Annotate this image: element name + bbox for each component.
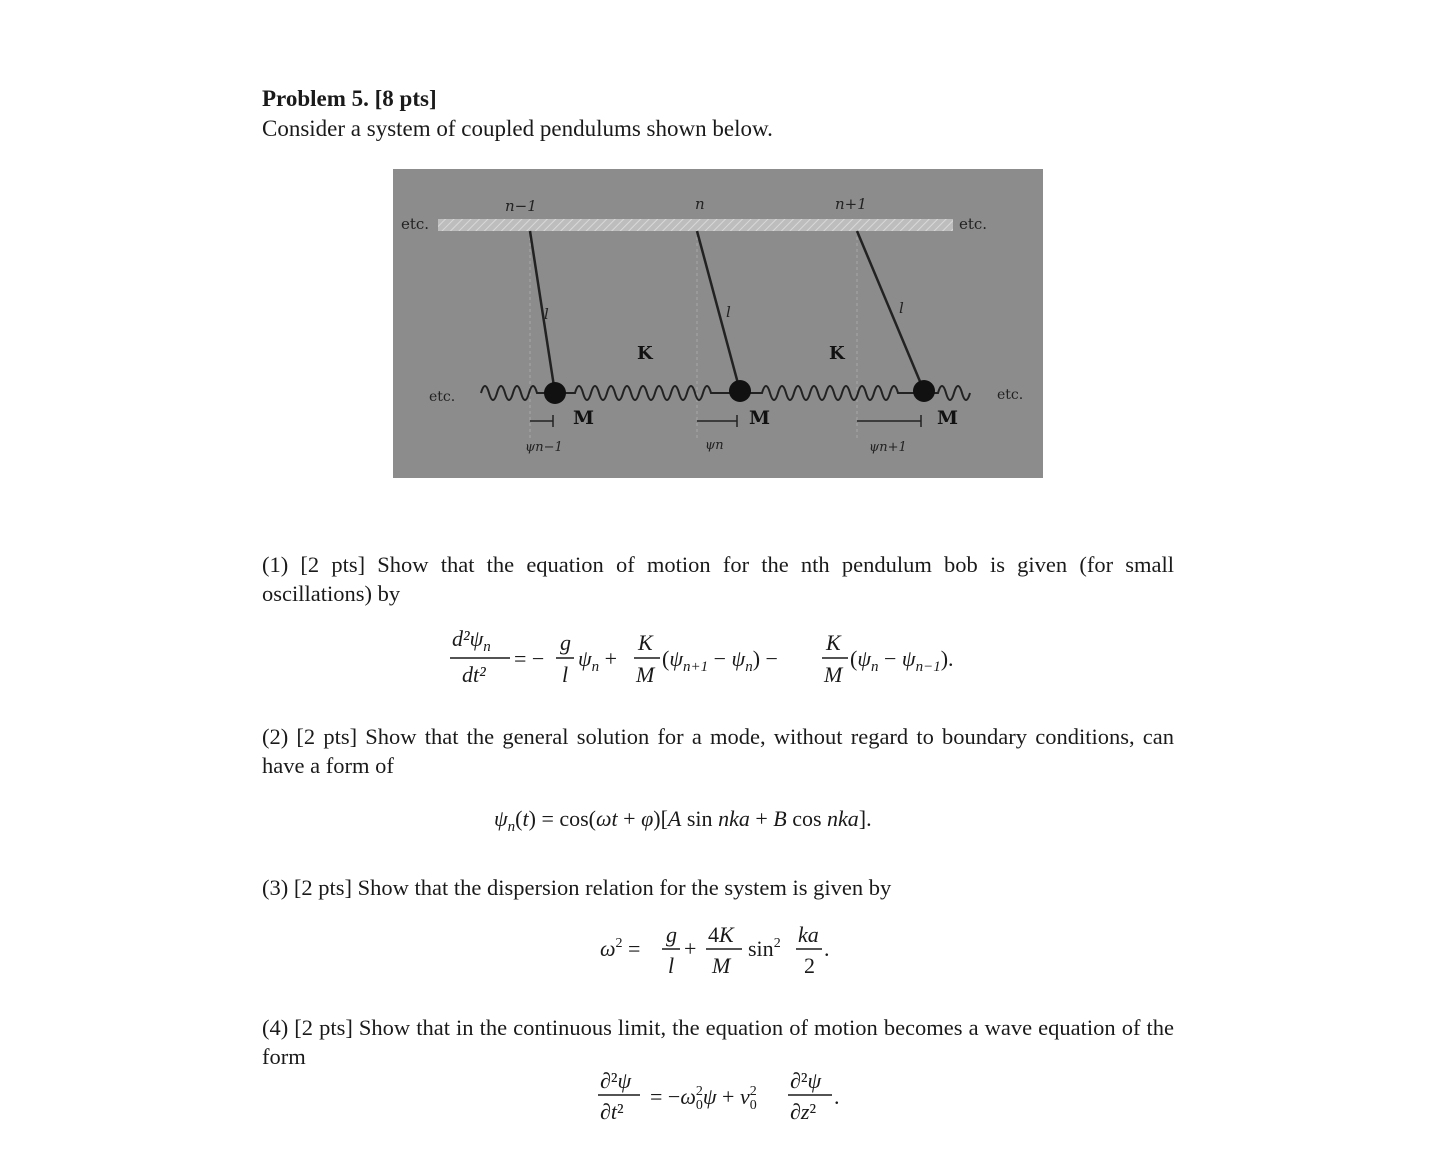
svg-text:4K: 4K	[708, 922, 734, 947]
psi-n-minus-1-label: ψn−1	[525, 440, 563, 455]
pendulum-bob	[729, 380, 751, 402]
mass-label: M	[937, 407, 959, 429]
equation-2	[494, 800, 954, 836]
part-1-text: (1) [2 pts] Show that the equation of motion for the nth pendulum bob is given (for small oscillations) by	[262, 552, 1174, 606]
length-label: l	[544, 305, 549, 323]
coupled-pendulums-figure	[393, 169, 1043, 478]
svg-text:(ψn+1 − ψn) −: $(\psi_{n+1} - \psi_n)$ −	[662, 646, 778, 675]
etc-top-right-label: etc.	[959, 215, 988, 233]
etc-left-label: etc.	[429, 389, 456, 405]
part-4-text: (4) [2 pts] Show that in the continuous limit, the equation of motion becomes a wave equation of the form	[262, 1015, 1174, 1069]
svg-text:∂t²: ∂t²	[600, 1099, 624, 1124]
part-2-text: (2) [2 pts] Show that the general solution for a mode, without regard to boundary conditions, can have a form of	[262, 724, 1174, 778]
pendulum-bob	[544, 382, 566, 404]
etc-top-left-label: etc.	[401, 215, 430, 233]
svg-text:d²ψn: $d^2\psi_n$	[452, 626, 491, 655]
svg-text:sin2: $\sin^2$	[748, 936, 781, 961]
svg-text:K: K	[638, 630, 653, 655]
equation-4	[596, 1064, 856, 1126]
svg-text:.: .	[824, 936, 830, 961]
svg-text:M: M	[824, 662, 843, 687]
label-n-plus-1: n+1	[835, 195, 867, 213]
mass-label: M	[573, 407, 595, 429]
svg-text:M: M	[636, 662, 655, 687]
svg-text:g: g	[666, 922, 677, 947]
problem-intro: Consider a system of coupled pendulums shown below.	[262, 116, 773, 141]
length-label: l	[726, 303, 731, 321]
svg-text:+: +	[684, 936, 697, 961]
svg-text:g: g	[560, 630, 571, 655]
mass-label: M	[749, 407, 771, 429]
ceiling-support	[438, 219, 953, 231]
svg-text:∂z²: ∂z²	[790, 1099, 817, 1124]
part-3-text: (3) [2 pts] Show that the dispersion relation for the system is given by	[262, 875, 892, 900]
spring-constant-label: K	[637, 343, 653, 364]
svg-text:l: l	[562, 662, 569, 687]
svg-text:l: l	[668, 953, 675, 978]
svg-text:.: .	[834, 1084, 840, 1109]
label-n-minus-1: n−1	[505, 197, 537, 215]
svg-text:ω2 =: $\omega^2$ =	[600, 936, 641, 961]
pendulum-bob	[913, 380, 935, 402]
etc-right-label: etc.	[997, 387, 1024, 403]
svg-text:ψn(t) = cos(ωt + φ)[A sin nka: $\psi_n(t) = \cos(\omega t + \varphi)[A$ sin nka + B cos nka].	[494, 806, 872, 835]
svg-text:ka: ka	[798, 922, 819, 947]
spring-constant-label: K	[829, 343, 845, 364]
svg-text:M: M	[712, 953, 731, 978]
svg-text:dt²: dt²	[462, 662, 486, 687]
svg-text:∂²ψ: ∂²ψ	[600, 1068, 632, 1093]
label-n: n	[695, 195, 705, 213]
svg-text:(ψn − ψn−1).: $(\psi_n - \psi_{n-1})$.	[850, 646, 954, 675]
equation-3	[600, 918, 850, 980]
problem-title: Problem 5. [8 pts]	[262, 86, 437, 111]
svg-text:= −ω20ψ + v20: = $-\omega^2$ $0\psi + v^2$ 0	[650, 1084, 757, 1113]
svg-text:= −: = −	[514, 646, 545, 671]
svg-text:ψn +: $\psi_n$ +	[578, 646, 618, 675]
psi-n-label: ψn	[705, 438, 724, 453]
psi-n-plus-1-label: ψn+1	[869, 440, 907, 455]
svg-text:∂²ψ: ∂²ψ	[790, 1068, 822, 1093]
equation-1	[446, 620, 1006, 690]
svg-text:K: K	[826, 630, 841, 655]
figure-background	[393, 169, 1043, 478]
svg-text:2: 2	[804, 953, 815, 978]
length-label: l	[899, 299, 904, 317]
